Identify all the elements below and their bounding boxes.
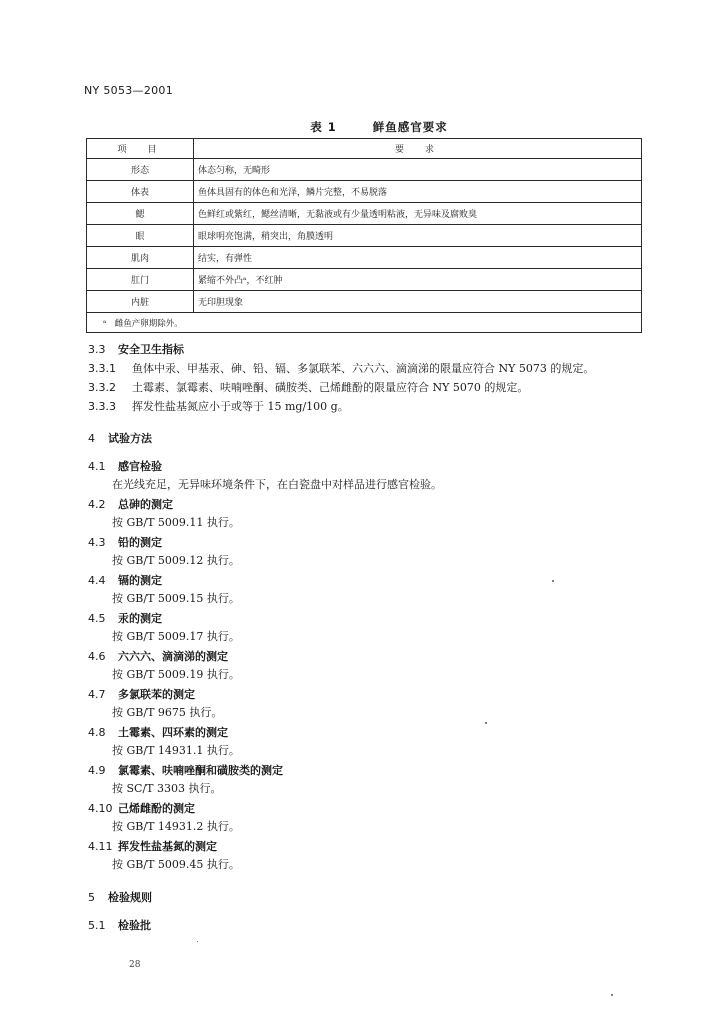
section-title: 铅的测定 — [118, 536, 162, 549]
clause-3-3-1 — [88, 360, 594, 376]
row-requirement: 无印胆现象 — [194, 291, 642, 313]
section-number: 4.7 — [88, 688, 106, 701]
section-4-4-text: 按 GB/T 5009.15 执行。 — [112, 592, 240, 605]
clause-number: 3.3.3 — [88, 400, 116, 413]
section-number: 4 — [88, 432, 95, 445]
section-number: 3.3 — [88, 343, 106, 356]
section-title: 试验方法 — [108, 432, 152, 445]
scan-speck — [485, 722, 487, 724]
section-4-10-text: 按 GB/T 14931.2 执行。 — [112, 820, 240, 833]
section-3-3-heading — [88, 341, 184, 357]
table-row — [87, 269, 642, 291]
clause-text: 土霉素、氯霉素、呋喃唑酮、磺胺类、己烯雌酚的限量应符合 NY 5070 的规定。 — [132, 381, 529, 394]
section-4-11-text: 按 GB/T 5009.45 执行。 — [112, 858, 240, 871]
section-title: 氯霉素、呋喃唑酮和磺胺类的测定 — [118, 764, 283, 777]
table-footnote: ᵃ 雌鱼产卵期除外。 — [87, 313, 642, 333]
section-4-3-text: 按 GB/T 5009.12 执行。 — [112, 554, 240, 567]
section-title: 土霉素、四环素的测定 — [118, 726, 228, 739]
section-number: 4.3 — [88, 536, 106, 549]
section-4-2-text: 按 GB/T 5009.11 执行。 — [112, 516, 240, 529]
clause-text: 鱼体中汞、甲基汞、砷、铅、镉、多氯联苯、六六六、滴滴涕的限量应符合 NY 5073 的规定。 — [132, 362, 595, 375]
section-title: 己烯雌酚的测定 — [118, 802, 195, 815]
table-row — [87, 247, 642, 269]
section-number: 4.10 — [88, 802, 113, 815]
section-4-8-text: 按 GB/T 14931.1 执行。 — [112, 744, 240, 757]
scan-speck — [552, 580, 554, 582]
section-4-4-heading — [88, 572, 162, 588]
table-row — [87, 159, 642, 181]
section-4-9-heading — [88, 762, 283, 778]
row-item: 眼 — [87, 225, 194, 247]
row-item: 肛门 — [87, 269, 194, 291]
row-item: 形态 — [87, 159, 194, 181]
clause-text: 挥发性盐基氮应小于或等于 15 mg/100 g。 — [132, 400, 349, 413]
section-number: 5.1 — [88, 919, 106, 932]
section-title: 检验规则 — [108, 891, 152, 904]
section-4-2-heading — [88, 496, 173, 512]
section-4-6-heading — [88, 648, 228, 664]
section-title: 检验批 — [118, 919, 151, 932]
section-title: 镉的测定 — [118, 574, 162, 587]
section-number: 4.4 — [88, 574, 106, 587]
section-4-11-heading — [88, 838, 217, 854]
header-requirement: 要 求 — [194, 139, 642, 159]
table-row — [87, 203, 642, 225]
section-4-heading — [88, 430, 152, 446]
scan-speck — [611, 994, 613, 996]
row-item: 体表 — [87, 181, 194, 203]
section-4-6-text: 按 GB/T 5009.19 执行。 — [112, 668, 240, 681]
section-title: 感官检验 — [118, 460, 162, 473]
section-4-9-text: 按 SC/T 3303 执行。 — [112, 782, 222, 795]
section-number: 4.1 — [88, 460, 106, 473]
section-4-1-text: 在光线充足，无异味环境条件下，在白瓷盘中对样品进行感官检验。 — [112, 478, 442, 491]
standard-code-header: NY 5053—2001 — [84, 84, 174, 97]
section-number: 4.9 — [88, 764, 106, 777]
row-requirement: 眼球明亮饱满，稍突出，角膜透明 — [194, 225, 642, 247]
section-4-10-heading — [88, 800, 195, 816]
section-4-5-heading — [88, 610, 162, 626]
sensory-requirements-table — [86, 138, 642, 333]
row-requirement: 结实，有弹性 — [194, 247, 642, 269]
row-requirement: 体态匀称，无畸形 — [194, 159, 642, 181]
section-4-5-text: 按 GB/T 5009.17 执行。 — [112, 630, 240, 643]
section-number: 5 — [88, 891, 95, 904]
row-requirement: 鱼体具固有的体色和光泽，鳞片完整，不易脱落 — [194, 181, 642, 203]
section-number: 4.11 — [88, 840, 113, 853]
row-requirement: 色鲜红或紫红，鳃丝清晰，无黏液或有少量透明粘液，无异味及腐败臭 — [194, 203, 642, 225]
section-title: 挥发性盐基氮的测定 — [118, 840, 217, 853]
section-title: 总砷的测定 — [118, 498, 173, 511]
row-item: 肌肉 — [87, 247, 194, 269]
section-number: 4.8 — [88, 726, 106, 739]
row-item: 鳃 — [87, 203, 194, 225]
clause-number: 3.3.1 — [88, 362, 116, 375]
section-4-7-heading — [88, 686, 195, 702]
clause-3-3-2 — [88, 379, 528, 395]
row-item: 内脏 — [87, 291, 194, 313]
section-5-1-heading — [88, 917, 151, 933]
table-caption: 鲜鱼感官要求 — [372, 120, 448, 134]
section-number: 4.6 — [88, 650, 106, 663]
table-row — [87, 291, 642, 313]
section-title: 多氯联苯的测定 — [118, 688, 195, 701]
section-4-1-heading — [88, 458, 162, 474]
table-title — [0, 119, 722, 135]
section-4-8-heading — [88, 724, 228, 740]
section-number: 4.2 — [88, 498, 106, 511]
section-title: 安全卫生指标 — [118, 343, 184, 356]
header-item: 项 目 — [87, 139, 194, 159]
clause-3-3-3 — [88, 398, 349, 414]
section-4-3-heading — [88, 534, 162, 550]
table-row — [87, 181, 642, 203]
page-number: 28 — [129, 960, 141, 970]
table-row — [87, 225, 642, 247]
table-note-row — [87, 313, 642, 333]
section-number: 4.5 — [88, 612, 106, 625]
table-header-row — [87, 139, 642, 159]
section-title: 汞的测定 — [118, 612, 162, 625]
section-5-heading — [88, 889, 152, 905]
row-requirement: 紧缩不外凸ᵃ，不红肿 — [194, 269, 642, 291]
table-number: 表 1 — [310, 120, 337, 134]
clause-number: 3.3.2 — [88, 381, 116, 394]
scan-speck — [197, 941, 198, 942]
section-4-7-text: 按 GB/T 9675 执行。 — [112, 706, 223, 719]
section-title: 六六六、滴滴涕的测定 — [118, 650, 228, 663]
